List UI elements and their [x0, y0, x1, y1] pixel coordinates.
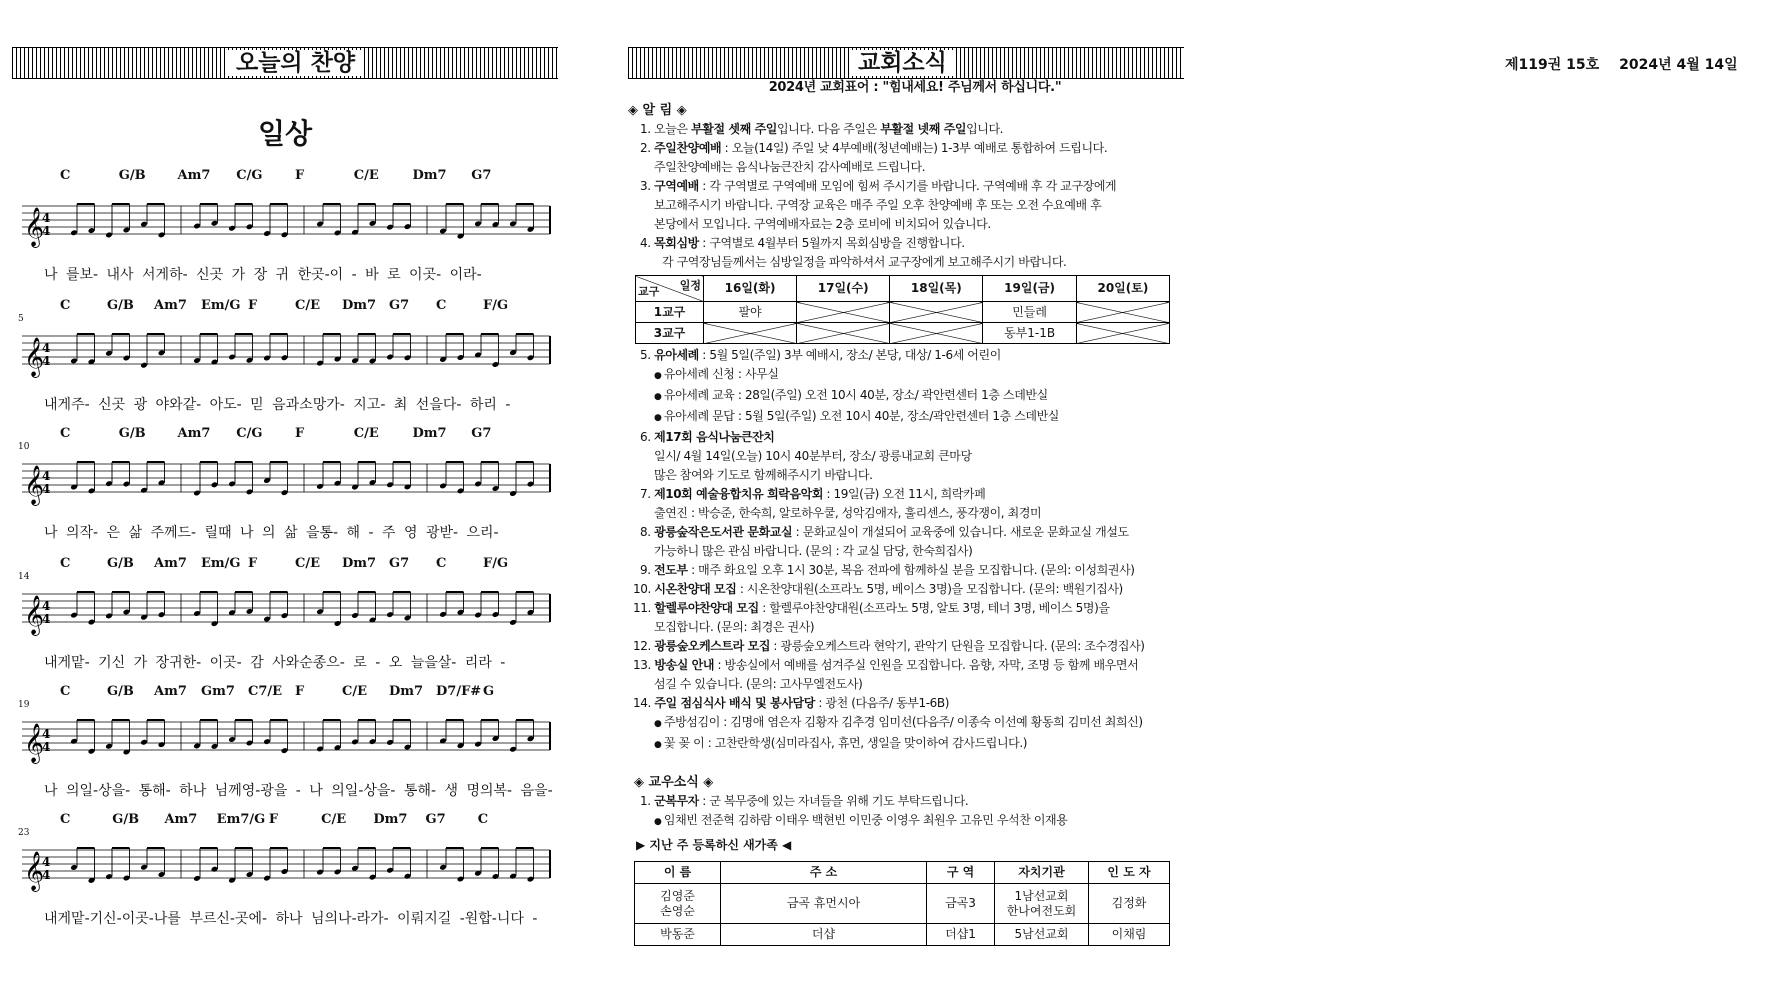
- chord-symbol: C/E: [353, 168, 379, 183]
- news-item-2: 2. 주일찬양예배 : 오늘(14일) 주일 낮 4부예배(청년예배는) 1-3부 예배로 통합하여 드립니다.: [640, 141, 1108, 155]
- chord-symbol: F: [295, 426, 305, 441]
- news-item-4-cont: 각 구역장님들께서는 심방일정을 파악하셔서 교구장에게 보고해주시기 바랍니다.: [662, 255, 1067, 269]
- right-header-band: [628, 47, 1184, 79]
- treble-clef-icon: 𝄞: [24, 851, 45, 891]
- edu-item-1: 1. 군복무자 : 군 복무중에 있는 자녀들을 위해 기도 부탁드립니다.: [640, 794, 969, 808]
- table-row: 1교구 팔야 민들레: [636, 302, 1170, 323]
- chord-symbol: Dm7: [412, 168, 447, 183]
- svg-text:4: 4: [42, 482, 51, 496]
- chord-symbol: C: [60, 168, 71, 183]
- news-item-6-cont: 일시/ 4월 14일(오늘) 10시 40분부터, 장소/ 광릉내교회 큰마당: [654, 449, 972, 463]
- visit-schedule-table: [635, 275, 1170, 344]
- newcomers-title: ▶ 지난 주 등록하신 새가족 ◀: [636, 838, 792, 852]
- visit-day: 18일(목): [890, 276, 983, 302]
- staff-system: [18, 812, 556, 936]
- chord-symbol: C: [477, 812, 489, 827]
- chord-symbol: F: [295, 168, 305, 183]
- treble-clef-icon: 𝄞: [24, 595, 45, 635]
- chord-symbol: Dm7: [373, 812, 408, 827]
- svg-text:4: 4: [42, 224, 51, 238]
- svg-text:4: 4: [42, 599, 51, 613]
- news-item-3: 3. 구역예배 : 각 구역별로 구역예배 모임에 힘써 주시기를 바랍니다. 구역예배 후 각 교구장에게: [640, 179, 1117, 193]
- svg-text:4: 4: [42, 612, 51, 626]
- chord-symbol: Am7: [177, 168, 211, 183]
- svg-text:4: 4: [42, 868, 51, 882]
- table-row: 박동준 더샵 더샵1 5남선교회 이채림: [635, 924, 1170, 946]
- chord-symbol: F/G: [483, 556, 509, 571]
- list-item: ● 꽃 꽂 이 : 고찬란학생(심미라집사, 휴먼, 생일을 맞이하여 감사드립니다.): [654, 734, 1170, 755]
- chord-symbol: Dm7: [342, 556, 377, 571]
- lyric-line: 나 의작- 은 삶 주께드- 릴때 나 의 삶 을통- 해 - 주 영 광받- 으리-: [44, 525, 499, 541]
- chord-symbol: C/E: [353, 426, 379, 441]
- chord-symbol: C/E: [342, 684, 368, 699]
- song-title: 일상: [258, 117, 313, 150]
- chord-symbol: G7: [389, 298, 410, 313]
- chord-symbol: Gm7: [201, 684, 235, 699]
- list-item: ● 유아세례 교육 : 28일(주일) 오전 10시 40분, 장소/ 곽안련센터 1층 스데반실: [654, 386, 1170, 407]
- news-item-5: 5. 유아세례 : 5월 5일(주일) 3부 예배시, 장소/ 본당, 대상/ 1-6세 어린이: [640, 348, 1001, 362]
- svg-text:4: 4: [42, 354, 51, 368]
- visit-day: 16일(화): [704, 276, 797, 302]
- chord-row: [18, 556, 556, 574]
- news-item-6-cont2: 많은 참여와 기도로 함께해주시기 바랍니다.: [654, 468, 873, 482]
- news-item-14: 14. 주일 점심식사 배식 및 봉사담당 : 광천 (다음주/ 동부1-6B): [633, 696, 950, 710]
- staff-system: [18, 426, 556, 550]
- chord-symbol: Em7/G: [216, 812, 266, 827]
- news-item-8-cont: 가능하니 많은 관심 바랍니다. (문의 : 각 교실 담당, 한숙희집사): [654, 544, 973, 558]
- measure-number: 5: [18, 314, 24, 324]
- chord-symbol: G/B: [118, 426, 146, 441]
- lyric-line: 내게맡- 기신 가 장귀한- 이곳- 감 사와순종으- 로 - 오 늘을살- 리라 -: [44, 655, 506, 671]
- chord-symbol: C/E: [295, 556, 321, 571]
- treble-clef-icon: 𝄞: [24, 207, 45, 247]
- chord-symbol: C: [60, 684, 71, 699]
- issue-date: 2024년 4월 14일: [1619, 57, 1738, 73]
- chord-symbol: F: [248, 298, 258, 313]
- news-item-10: 10. 시온찬양대 모집 : 시온찬양대원(소프라노 5명, 베이스 3명)을 모집합니다. (문의: 백원기집사): [633, 582, 1123, 596]
- chord-symbol: G/B: [107, 556, 134, 571]
- chord-symbol: Am7: [154, 298, 187, 313]
- chord-symbol: G/B: [118, 168, 146, 183]
- church-news: [630, 78, 1170, 946]
- chord-symbol: F/G: [483, 298, 509, 313]
- svg-text:4: 4: [42, 740, 51, 754]
- chord-symbol: G/B: [107, 684, 134, 699]
- measure-number: 23: [18, 828, 30, 838]
- news-item-7: 7. 제10회 예술융합치유 희락음악회 : 19일(금) 오전 11시, 희락카페: [640, 487, 986, 501]
- chord-symbol: C/G: [236, 426, 263, 441]
- chord-symbol: Am7: [154, 556, 187, 571]
- chord-symbol: C/G: [236, 168, 263, 183]
- chord-symbol: Dm7: [389, 684, 424, 699]
- list-item: ● 유아세례 문답 : 5월 5일(주일) 오전 10시 40분, 장소/곽안련센터 1층 스데반실: [654, 407, 1170, 428]
- lyric-line: 내게주- 신곳 광 야와같- 아도- 믿 음과소망가- 지고- 최 선을다- 하리 -: [44, 397, 511, 413]
- chord-symbol: C: [60, 812, 71, 827]
- church-motto: 2024년 교회표어 : "힘내세요! 주님께서 하십니다.": [768, 80, 1062, 95]
- issue-volume: 제119권 15호: [1505, 57, 1600, 73]
- table-row: 3교구 동부1-1B: [636, 323, 1170, 344]
- lyric-line: 내게맡-기신-이곳-나를 부르신-곳에- 하나 님의나-라가- 이뤄지길 -원합-니다 -: [44, 911, 538, 927]
- chord-symbol: G7: [471, 168, 492, 183]
- chord-symbol: F: [295, 684, 305, 699]
- staff: [18, 838, 556, 898]
- news-item-8: 8. 광릉숲작은도서관 문화교실 : 문화교실이 개설되어 교육중에 있습니다. 새로운 문화교실 개설도: [640, 525, 1129, 539]
- news-item-13: 13. 방송실 안내 : 방송실에서 예배를 섬겨주실 인원을 모집합니다. 음향, 자막, 조명 등 함께 배우면서: [633, 658, 1139, 672]
- chord-symbol: Am7: [164, 812, 198, 827]
- chord-symbol: C/E: [295, 298, 321, 313]
- chord-row: [18, 168, 556, 186]
- chord-symbol: F: [248, 556, 258, 571]
- staff: [18, 710, 556, 770]
- news-item-1: 1. 오늘은 부활절 셋째 주일입니다. 다음 주일은 부활절 넷째 주일입니다.: [640, 122, 1004, 136]
- list-item: ● 주방섬김이 : 김명애 염은자 김황자 김추경 임미선(다음주/ 이종숙 이선예 황동희 김미선 최희신): [654, 713, 1170, 734]
- chord-symbol: Dm7: [412, 426, 447, 441]
- visit-table-corner: 일정 교구: [636, 276, 704, 302]
- news-item-7-cont: 출연진 : 박승준, 한숙희, 알로하우쿨, 성악김애자, 훌리센스, 풍각쟁이, 최경미: [654, 506, 1042, 520]
- chord-symbol: Em/G: [201, 556, 241, 571]
- staff: [18, 582, 556, 642]
- chord-symbol: C7/E: [248, 684, 283, 699]
- chord-symbol: Em/G: [201, 298, 241, 313]
- right-header-title: 교회소식: [850, 50, 955, 76]
- news-item-2-cont: 주일찬양예배는 음식나눔큰잔치 감사예배로 드립니다.: [654, 160, 926, 174]
- chord-symbol: C: [60, 298, 71, 313]
- staff-system: [18, 168, 556, 292]
- chord-symbol: C/E: [321, 812, 347, 827]
- news-item-13-cont: 섬길 수 있습니다. (문의: 고사무엘전도사): [654, 677, 863, 691]
- svg-text:4: 4: [42, 727, 51, 741]
- chord-symbol: D7/F#: [436, 684, 482, 699]
- visit-day: 20일(토): [1076, 276, 1169, 302]
- svg-text:4: 4: [42, 855, 51, 869]
- chord-symbol: C: [436, 556, 447, 571]
- newcomers-table: 이 름 주 소 구 역 자치기관 인 도 자 김영준 손영순 금곡 휴먼시아 금곡3 1남선교회 한나여전도회 김정화 박동준 더샵 더샵1 5남선교회 이채림: [634, 861, 1170, 946]
- chord-row: [18, 812, 556, 830]
- table-row: 김영준 손영순 금곡 휴먼시아 금곡3 1남선교회 한나여전도회 김정화: [635, 884, 1170, 924]
- chord-symbol: Am7: [154, 684, 187, 699]
- chord-row: [18, 298, 556, 316]
- news-item-6: 6. 제17회 음식나눔큰잔치: [640, 430, 775, 444]
- svg-text:4: 4: [42, 469, 51, 483]
- staff-system: [18, 298, 556, 422]
- left-header-band: [12, 47, 558, 79]
- chord-symbol: G/B: [107, 298, 134, 313]
- staff: [18, 324, 556, 384]
- list-item: ● 유아세례 신청 : 사무실: [654, 365, 1170, 386]
- list-item: ● 임채빈 전준혁 김하람 이태우 백현빈 이민중 이영우 최원우 고유민 우석찬 이재용: [654, 811, 1170, 832]
- chord-symbol: F: [268, 812, 279, 827]
- lyric-line: 나 를보- 내사 서게하- 신곳 가 장 귀 한곳-이 - 바 로 이곳- 이라-: [44, 267, 482, 283]
- alarm-section-title: ◈ 알 림 ◈: [628, 103, 687, 118]
- chord-row: [18, 684, 556, 702]
- lyric-line: 나 의일-상을- 통해- 하나 님께영-광을 - 나 의일-상을- 통해- 생 명의복- 음을-: [44, 783, 553, 799]
- chord-symbol: C: [60, 426, 71, 441]
- visit-day: 17일(수): [797, 276, 890, 302]
- treble-clef-icon: 𝄞: [24, 337, 45, 377]
- measure-number: 14: [18, 572, 30, 582]
- news-item-3-cont2: 본당에서 모입니다. 구역예배자료는 2층 로비에 비치되어 있습니다.: [654, 217, 991, 231]
- treble-clef-icon: 𝄞: [24, 465, 45, 505]
- edu-section-title: ◈ 교우소식 ◈: [634, 775, 714, 790]
- news-item-3-cont: 보고해주시기 바랍니다. 구역장 교육은 매주 주일 오후 찬양예배 후 또는 오전 수요예배 후: [654, 198, 1102, 212]
- chord-symbol: C: [60, 556, 71, 571]
- chord-symbol: G7: [471, 426, 492, 441]
- chord-symbol: G/B: [112, 812, 140, 827]
- news-item-4: 4. 목회심방 : 구역별로 4월부터 5월까지 목회심방을 진행합니다.: [640, 236, 965, 250]
- issue-info: [1505, 54, 1758, 74]
- news-item-12: 12. 광릉숲오케스트라 모집 : 광릉숲오케스트라 현악기, 관악기 단원을 모집합니다. (문의: 조수경집사): [633, 639, 1145, 653]
- svg-text:4: 4: [42, 211, 51, 225]
- news-item-11-cont: 모집합니다. (문의: 최경은 권사): [654, 620, 815, 634]
- svg-text:4: 4: [42, 341, 51, 355]
- chord-symbol: C: [436, 298, 447, 313]
- chord-row: [18, 426, 556, 444]
- chord-symbol: G: [483, 684, 495, 699]
- staff: [18, 194, 556, 254]
- visit-day: 19일(금): [983, 276, 1076, 302]
- measure-number: 19: [18, 700, 30, 710]
- news-item-11: 11. 할렐루야찬양대 모집 : 할렐루야찬양대원(소프라노 5명, 알토 3명, 테너 3명, 베이스 5명)을: [633, 601, 1110, 615]
- news-item-9: 9. 전도부 : 매주 화요일 오후 1시 30분, 복음 전파에 함께하실 분을 모집합니다. (문의: 이성희권사): [640, 563, 1135, 577]
- treble-clef-icon: 𝄞: [24, 723, 45, 763]
- staff-system: [18, 684, 556, 808]
- left-header-title: 오늘의 찬양: [228, 50, 363, 76]
- chord-symbol: G7: [425, 812, 446, 827]
- staff-system: [18, 556, 556, 680]
- staff: [18, 452, 556, 512]
- measure-number: 10: [18, 442, 30, 452]
- chord-symbol: Dm7: [342, 298, 377, 313]
- chord-symbol: Am7: [177, 426, 211, 441]
- chord-symbol: G7: [389, 556, 410, 571]
